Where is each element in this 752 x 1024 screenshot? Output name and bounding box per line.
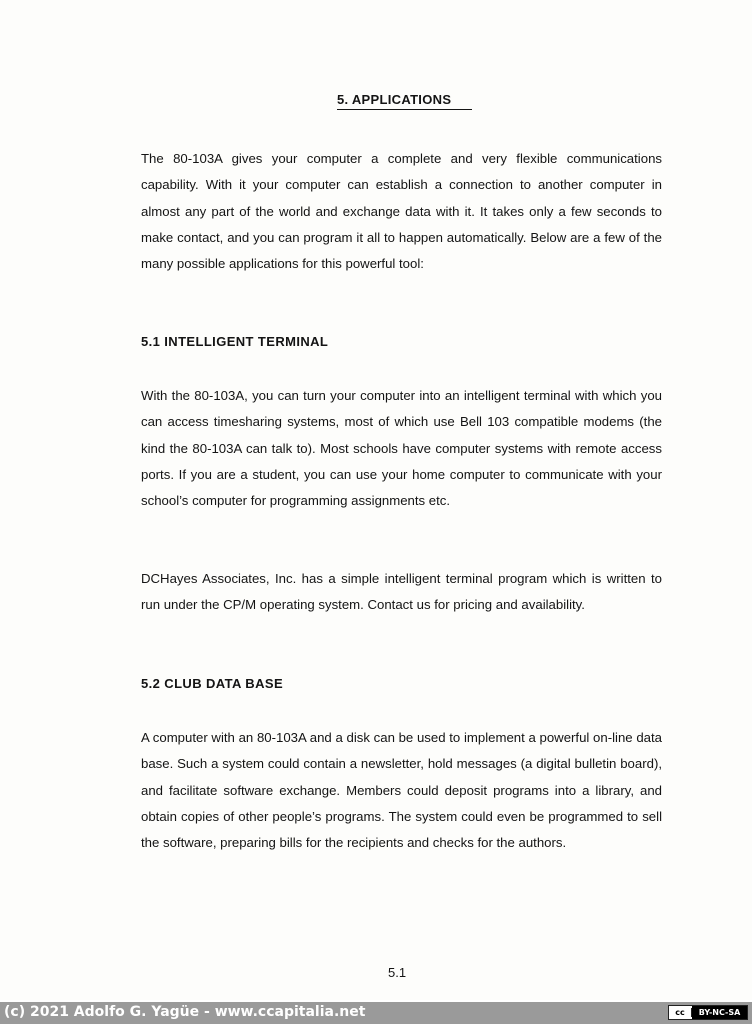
- license-badge: [668, 1005, 748, 1020]
- page-number: 5.1: [388, 965, 407, 980]
- paragraph-intelligent-terminal-1: With the 80-103A, you can turn your computer into an intelligent terminal with which you can access timesharing systems, most of which use Bell 103 compatible modems (the kind the 80-103A can talk to). Most schools have computer systems with remote access ports. If you are a student, you can use your home computer to communicate with your school’s computer for programming assignments etc.: [141, 388, 662, 509]
- intro-paragraph: The 80-103A gives your computer a complete and very flexible communications capability. With it your computer can establish a connection to another computer in almost any part of the world and exchange data with it. It takes only a few seconds to make contact, and you can program it all to happen automatically. Below are a few of the many possible applications for this powerful tool:: [141, 151, 662, 272]
- section-heading-intelligent-terminal: 5.1 INTELLIGENT TERMINAL: [141, 334, 329, 349]
- footer-credit: (c) 2021 Adolfo G. Yagüe - www.ccapitalia.net: [4, 1004, 366, 1020]
- footer-bar: [0, 1002, 752, 1024]
- creative-commons-icon: cc: [669, 1008, 692, 1017]
- paragraph-intelligent-terminal-2: DCHayes Associates, Inc. has a simple intelligent terminal program which is written to run under the CP/M operating system. Contact us for pricing and availability.: [141, 571, 662, 613]
- chapter-title: 5. APPLICATIONS: [337, 92, 472, 110]
- paragraph-club-data-base: A computer with an 80-103A and a disk can be used to implement a powerful on-line data base. Such a system could contain a newsletter, hold messages (a digital bulletin board), and facilitate software exchange. Members could deposit programs into a library, and obtain copies of other people’s programs. The system could even be programmed to sell the software, preparing bills for the recipients and checks for the authors.: [141, 730, 662, 851]
- section-heading-club-data-base: 5.2 CLUB DATA BASE: [141, 676, 284, 691]
- license-text: BY-NC-SA: [692, 1006, 747, 1019]
